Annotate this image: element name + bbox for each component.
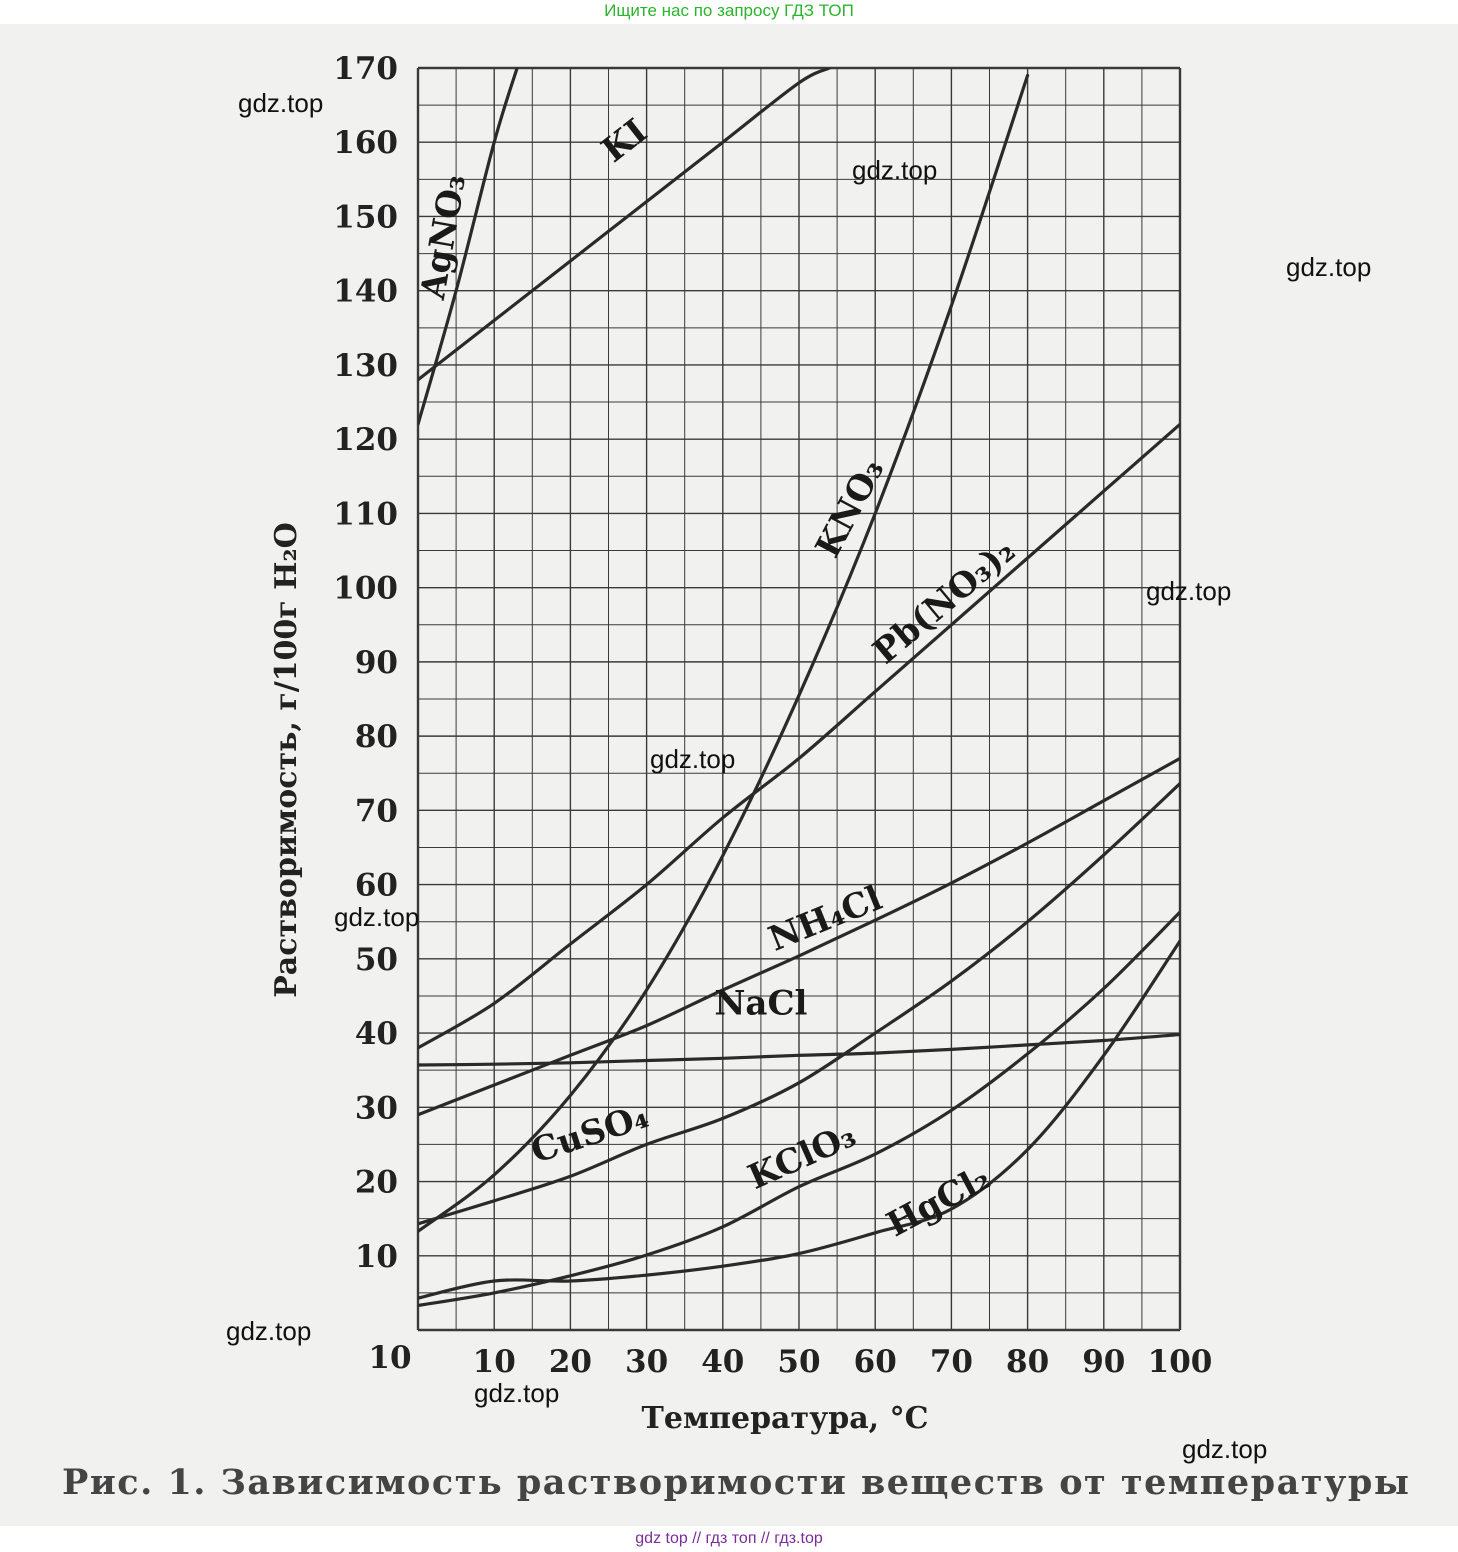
y-tick-label: 60 bbox=[354, 867, 398, 904]
x-axis-ticks bbox=[368, 1340, 1212, 1380]
y-tick-label: 70 bbox=[354, 793, 398, 830]
top-banner[interactable]: Ищите нас по запросу ГДЗ ТОП bbox=[0, 0, 1458, 24]
watermark: gdz.top bbox=[1286, 252, 1372, 282]
y-tick-label: 40 bbox=[354, 1016, 398, 1053]
y-tick-label: 90 bbox=[354, 644, 398, 681]
series-label: KNO₃ bbox=[807, 452, 893, 565]
y-tick-label: 20 bbox=[354, 1164, 398, 1201]
watermark: gdz.top bbox=[1182, 1434, 1268, 1464]
watermark: gdz.top bbox=[226, 1316, 312, 1346]
series-label: KClO₃ bbox=[742, 1115, 862, 1198]
y-tick-label: 100 bbox=[333, 570, 398, 607]
series-label: AgNO₃ bbox=[413, 171, 475, 303]
y-tick-label: 120 bbox=[333, 422, 398, 459]
watermark: gdz.top bbox=[474, 1378, 560, 1408]
y-tick-label: 130 bbox=[333, 347, 398, 384]
series-label: NaCl bbox=[714, 983, 808, 1024]
series-label: NH₄Cl bbox=[763, 878, 888, 960]
watermark: gdz.top bbox=[238, 88, 324, 118]
figure-caption: Рис. 1. Зависимость растворимости веществ от температуры bbox=[62, 1462, 1411, 1503]
x-tick-label: 50 bbox=[777, 1344, 821, 1380]
y-tick-label: 140 bbox=[333, 273, 398, 310]
series-label: CuSO₄ bbox=[526, 1096, 654, 1172]
x-tick-label: 80 bbox=[1006, 1344, 1050, 1380]
x-tick-label: 90 bbox=[1082, 1344, 1126, 1380]
y-tick-label: 110 bbox=[333, 496, 398, 533]
y-tick-label: 50 bbox=[354, 941, 398, 978]
x-tick-label: 10 bbox=[472, 1344, 516, 1380]
watermark: gdz.top bbox=[650, 744, 736, 774]
x-axis-title: Температура, °С bbox=[641, 1401, 929, 1436]
y-tick-label: 10 bbox=[354, 1238, 398, 1275]
y-tick-label: 150 bbox=[333, 199, 398, 236]
x-tick-label: 10 bbox=[368, 1340, 412, 1376]
watermark: gdz.top bbox=[1146, 576, 1232, 606]
series-label: HgCl₂ bbox=[880, 1157, 997, 1246]
series-curve bbox=[418, 68, 830, 380]
series-labels bbox=[413, 111, 1023, 1245]
x-tick-label: 20 bbox=[548, 1344, 592, 1380]
bottom-banner[interactable]: gdz top // гдз топ // гдз.top bbox=[0, 1526, 1458, 1552]
watermark: gdz.top bbox=[334, 902, 420, 932]
y-axis-title: Растворимость, г/100г H₂O bbox=[269, 522, 304, 998]
y-tick-label: 80 bbox=[354, 719, 398, 756]
x-tick-label: 60 bbox=[853, 1344, 897, 1380]
x-tick-label: 70 bbox=[929, 1344, 973, 1380]
y-tick-label: 160 bbox=[333, 125, 398, 162]
x-tick-label: 40 bbox=[701, 1344, 745, 1380]
series-label: KI bbox=[594, 111, 655, 171]
watermark: gdz.top bbox=[852, 155, 938, 185]
x-tick-label: 30 bbox=[625, 1344, 669, 1380]
y-axis-ticks bbox=[333, 51, 398, 1275]
y-tick-label: 30 bbox=[354, 1090, 398, 1127]
series-label: Pb(NO₃)₂ bbox=[865, 530, 1024, 673]
y-tick-label: 170 bbox=[333, 51, 398, 87]
x-tick-label: 100 bbox=[1147, 1344, 1213, 1380]
